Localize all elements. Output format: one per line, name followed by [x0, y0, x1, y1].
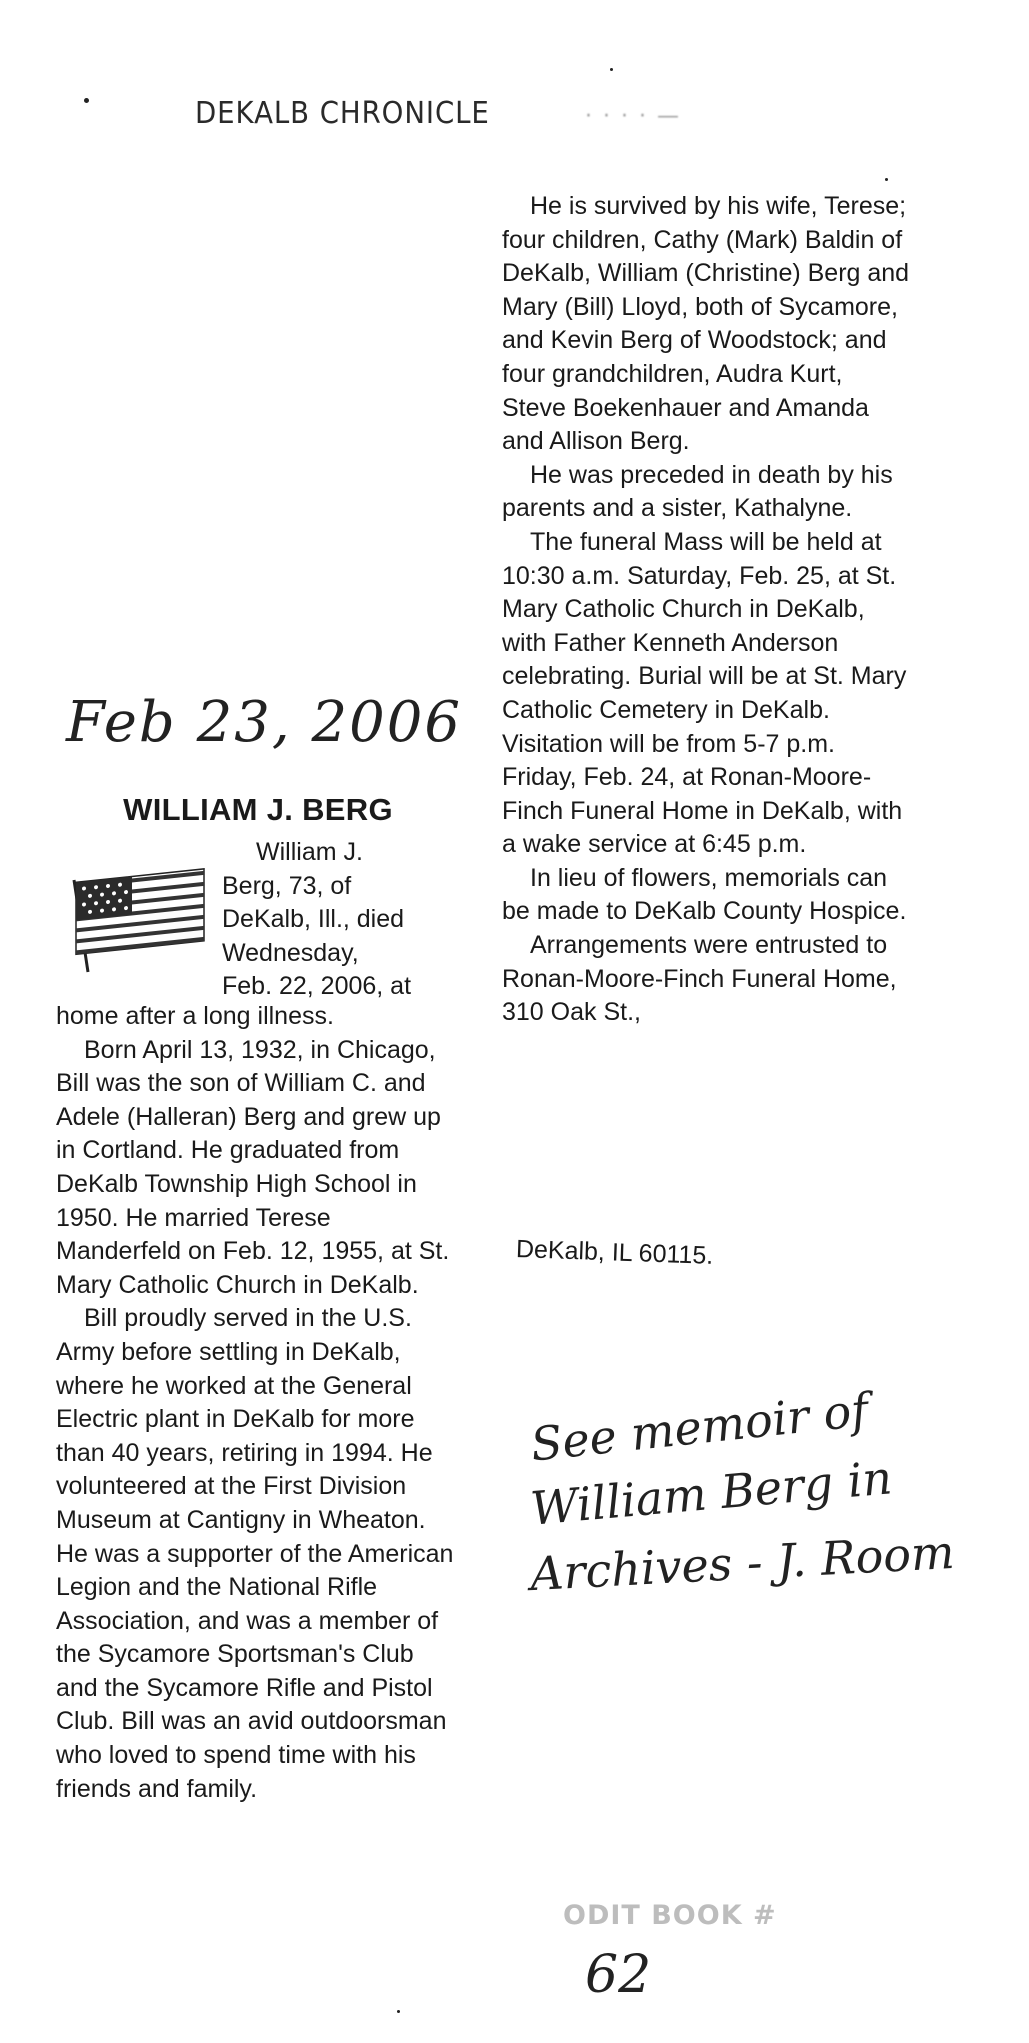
obituary-paragraph: He is survived by his wife, Terese; four children, Cathy (Mark) Baldin of DeKalb, William (Christine) Berg and Mary (Bill) Lloyd, both of Sycamore, and Kevin Berg of Woodstock; and four grandchildren, Audra Kurt, Steve Boekenhauer and Amanda and Allison Berg. [502, 192, 910, 456]
paper-speck [84, 98, 89, 103]
masthead-smudge: · · · · — [585, 104, 681, 129]
lead-line: Feb. 22, 2006, at [222, 972, 412, 1001]
obituary-paragraph: He was preceded in death by his parents and a sister, Kathalyne. [502, 460, 893, 523]
address-signoff: DeKalb, IL 60115. [515, 1235, 714, 1270]
handwritten-date: Feb 23, 2006 [66, 690, 462, 755]
obituary-paragraph: Bill proudly served in the U.S. Army before settling in DeKalb, where he worked at the General Electric plant in DeKalb for more than 40 years, retiring in 1994. He volunteered at the First Division Museum at Cantigny in Wheaton. He was a supporter of the American Legion and the National Rifle Association, and was a member of the Sycamore Sportsman's Club and the Sycamore Rifle and Pistol Club. Bill was an avid outdoorsman who loved to spend time with his friends and family. [56, 1304, 454, 1803]
lead-line: William J. [256, 838, 363, 866]
handwritten-memo-line: Archives - J. Room [528, 1524, 956, 1602]
obituary-headline: WILLIAM J. BERG [123, 792, 393, 827]
odit-book-stamp: ODIT BOOK # [563, 1900, 777, 1931]
lead-line: DeKalb, Ill., died [222, 905, 405, 934]
obituary-left-column [56, 1000, 456, 1806]
handwritten-memo-line: William Berg in [528, 1450, 895, 1536]
masthead-stamp: DEKALB CHRONICLE [195, 96, 490, 131]
handwritten-memo-line: See memoir of [528, 1382, 871, 1472]
obituary-paragraph: In lieu of flowers, memorials can be made to DeKalb County Hospice. [502, 863, 907, 926]
obituary-paragraph: home after a long illness. [56, 1002, 334, 1030]
obituary-paragraph: Born April 13, 1932, in Chicago, Bill was the son of William C. and Adele (Halleran) Berg and grew up in Cortland. He graduated from DeKalb Township High School in 1950. He married Terese Manderfeld on Feb. 12, 1955, at St. Mary Catholic Church in DeKalb. [56, 1035, 450, 1299]
paper-speck [610, 68, 613, 71]
obituary-paragraph: Arrangements were entrusted to Ronan-Moore-Finch Funeral Home, 310 Oak St., [502, 931, 897, 1027]
american-flag-icon [60, 860, 210, 980]
obituary-lead [222, 836, 462, 1004]
paper-speck [885, 178, 888, 181]
obituary-paragraph: The funeral Mass will be held at 10:30 a.m. Saturday, Feb. 25, at St. Mary Catholic Church in DeKalb, with Father Kenneth Anderson celebrating. Burial will be at St. Mary Catholic Cemetery in DeKalb. Visitation will be from 5-7 p.m. Friday, Feb. 24, at Ronan-Moore-Finch Funeral Home in DeKalb, with a wake service at 6:45 p.m. [502, 527, 907, 859]
lead-line: Berg, 73, of [222, 871, 352, 900]
lead-line: Wednesday, [222, 938, 359, 967]
obituary-right-column [502, 190, 912, 1030]
handwritten-book-number: 62 [585, 1945, 652, 2005]
paper-speck [397, 2010, 400, 2013]
